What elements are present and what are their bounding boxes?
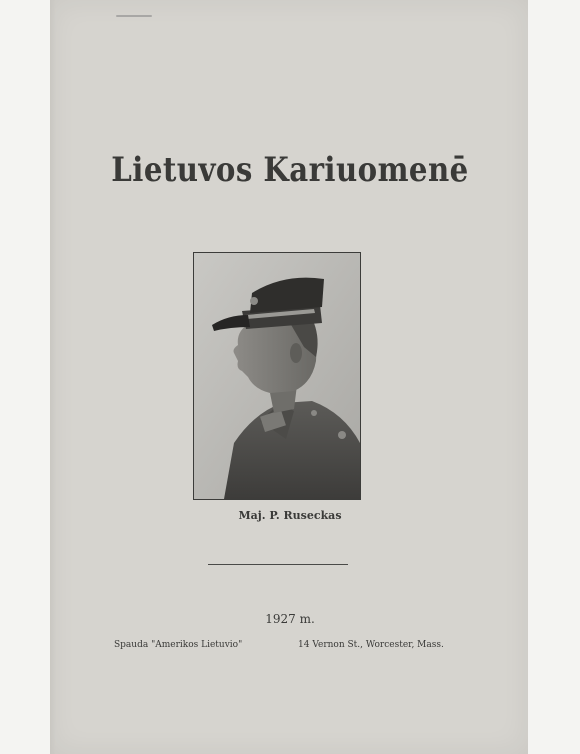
portrait-caption: Maj. P. Ruseckas [238, 509, 342, 522]
page-edge-shadow [50, 0, 56, 754]
portrait-photo [193, 252, 361, 500]
divider-rule [208, 564, 348, 565]
pencil-mark [116, 15, 152, 17]
printer-address: 14 Vernon St., Worcester, Mass. [298, 640, 444, 650]
officer-portrait-image [194, 253, 360, 499]
printer-credit: Spauda "Amerikos Lietuvio" [114, 640, 243, 650]
cover-title: Lietuvos Kariuomenē [111, 150, 469, 190]
publication-year: 1927 m. [265, 612, 315, 626]
